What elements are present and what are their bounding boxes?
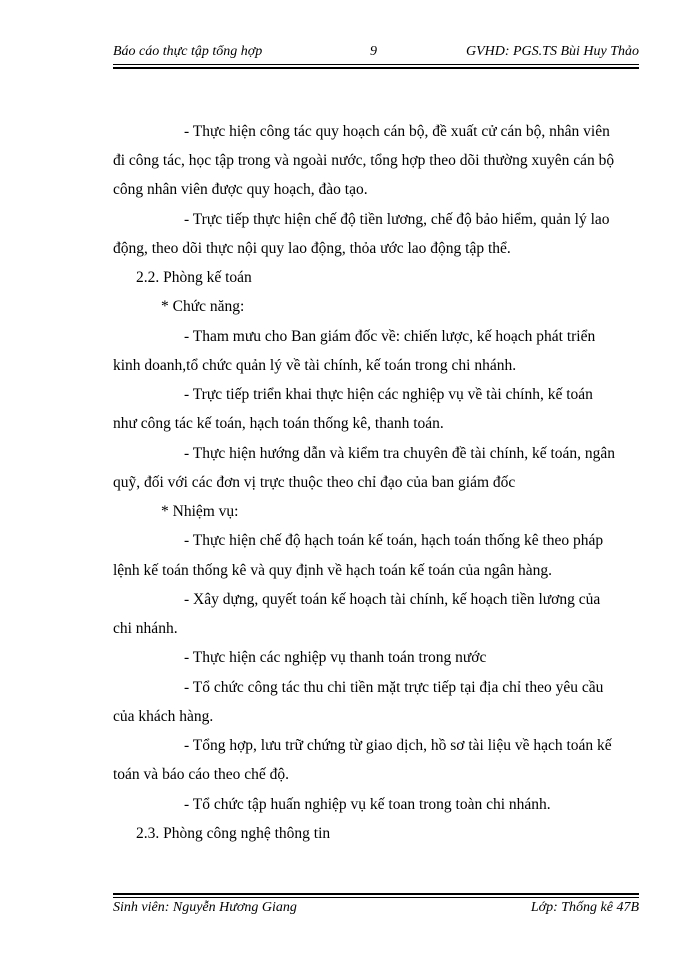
- body-line: - Trực tiếp thực hiện chế độ tiền lương, chế độ bảo hiểm, quản lý lao: [184, 211, 610, 228]
- body-line: động, theo dõi thực nội quy lao động, thỏa ước lao động tập thể.: [113, 240, 511, 257]
- class-name: Lớp: Thống kê 47B: [530, 900, 639, 915]
- footer-rule-thin: [113, 897, 639, 898]
- page-footer: [113, 900, 639, 920]
- footer-rule-thick: [113, 893, 639, 895]
- body-line: lệnh kế toán thống kê và quy định về hạch toán kế toán của ngân hàng.: [113, 562, 553, 579]
- body-line: - Trực tiếp triển khai thực hiện các nghiệp vụ về tài chính, kế toán: [184, 386, 593, 403]
- page-number: 9: [370, 44, 377, 59]
- body-line: - Tham mưu cho Ban giám đốc về: chiến lược, kế hoạch phát triển: [184, 328, 596, 345]
- section-heading: 2.2. Phòng kế toán: [136, 269, 252, 286]
- body-line: đi công tác, học tập trong và ngoài nước, tổng hợp theo dõi thường xuyên cán bộ: [113, 152, 615, 169]
- report-title: Báo cáo thực tập tổng hợp: [113, 44, 263, 59]
- body-line: toán và báo cáo theo chế độ.: [113, 766, 290, 783]
- body-line: quỹ, đối với các đơn vị trực thuộc theo chỉ đạo của ban giám đốc: [113, 474, 516, 491]
- student-name: Sinh viên: Nguyễn Hương Giang: [113, 900, 297, 915]
- header-rule-thick: [113, 67, 639, 69]
- body-line: - Thực hiện công tác quy hoạch cán bộ, đề xuất cử cán bộ, nhân viên: [184, 123, 610, 140]
- subsection-heading: * Nhiệm vụ:: [161, 503, 239, 520]
- body-line: - Thực hiện hướng dẫn và kiểm tra chuyên đề tài chính, kế toán, ngân: [184, 445, 616, 462]
- body-line: của khách hàng.: [113, 708, 214, 725]
- body-line: kinh doanh,tổ chức quản lý về tài chính, kế toán trong chi nhánh.: [113, 357, 517, 374]
- body-line: - Thực hiện chế độ hạch toán kế toán, hạch toán thống kê theo pháp: [184, 532, 604, 549]
- body-line: chi nhánh.: [113, 620, 178, 637]
- subsection-heading: * Chức năng:: [161, 298, 245, 315]
- advisor-name: GVHD: PGS.TS Bùi Huy Thảo: [465, 44, 639, 59]
- body-line: - Tổ chức tập huấn nghiệp vụ kế toan trong toàn chi nhánh.: [184, 796, 551, 813]
- body-line: như công tác kế toán, hạch toán thống kê, thanh toán.: [113, 415, 444, 432]
- section-heading: 2.3. Phòng công nghệ thông tin: [136, 825, 331, 842]
- header-rule-thin: [113, 64, 639, 65]
- body-line: công nhân viên được quy hoạch, đào tạo.: [113, 181, 368, 198]
- page-header: [113, 44, 639, 64]
- body-line: - Thực hiện các nghiệp vụ thanh toán trong nước: [184, 649, 487, 666]
- body-line: - Tổng hợp, lưu trữ chứng từ giao dịch, hồ sơ tài liệu về hạch toán kế: [184, 737, 612, 754]
- body-line: - Tổ chức công tác thu chi tiền mặt trực tiếp tại địa chỉ theo yêu cầu: [184, 679, 604, 696]
- body-line: - Xây dựng, quyết toán kế hoạch tài chính, kế hoạch tiền lương của: [184, 591, 601, 608]
